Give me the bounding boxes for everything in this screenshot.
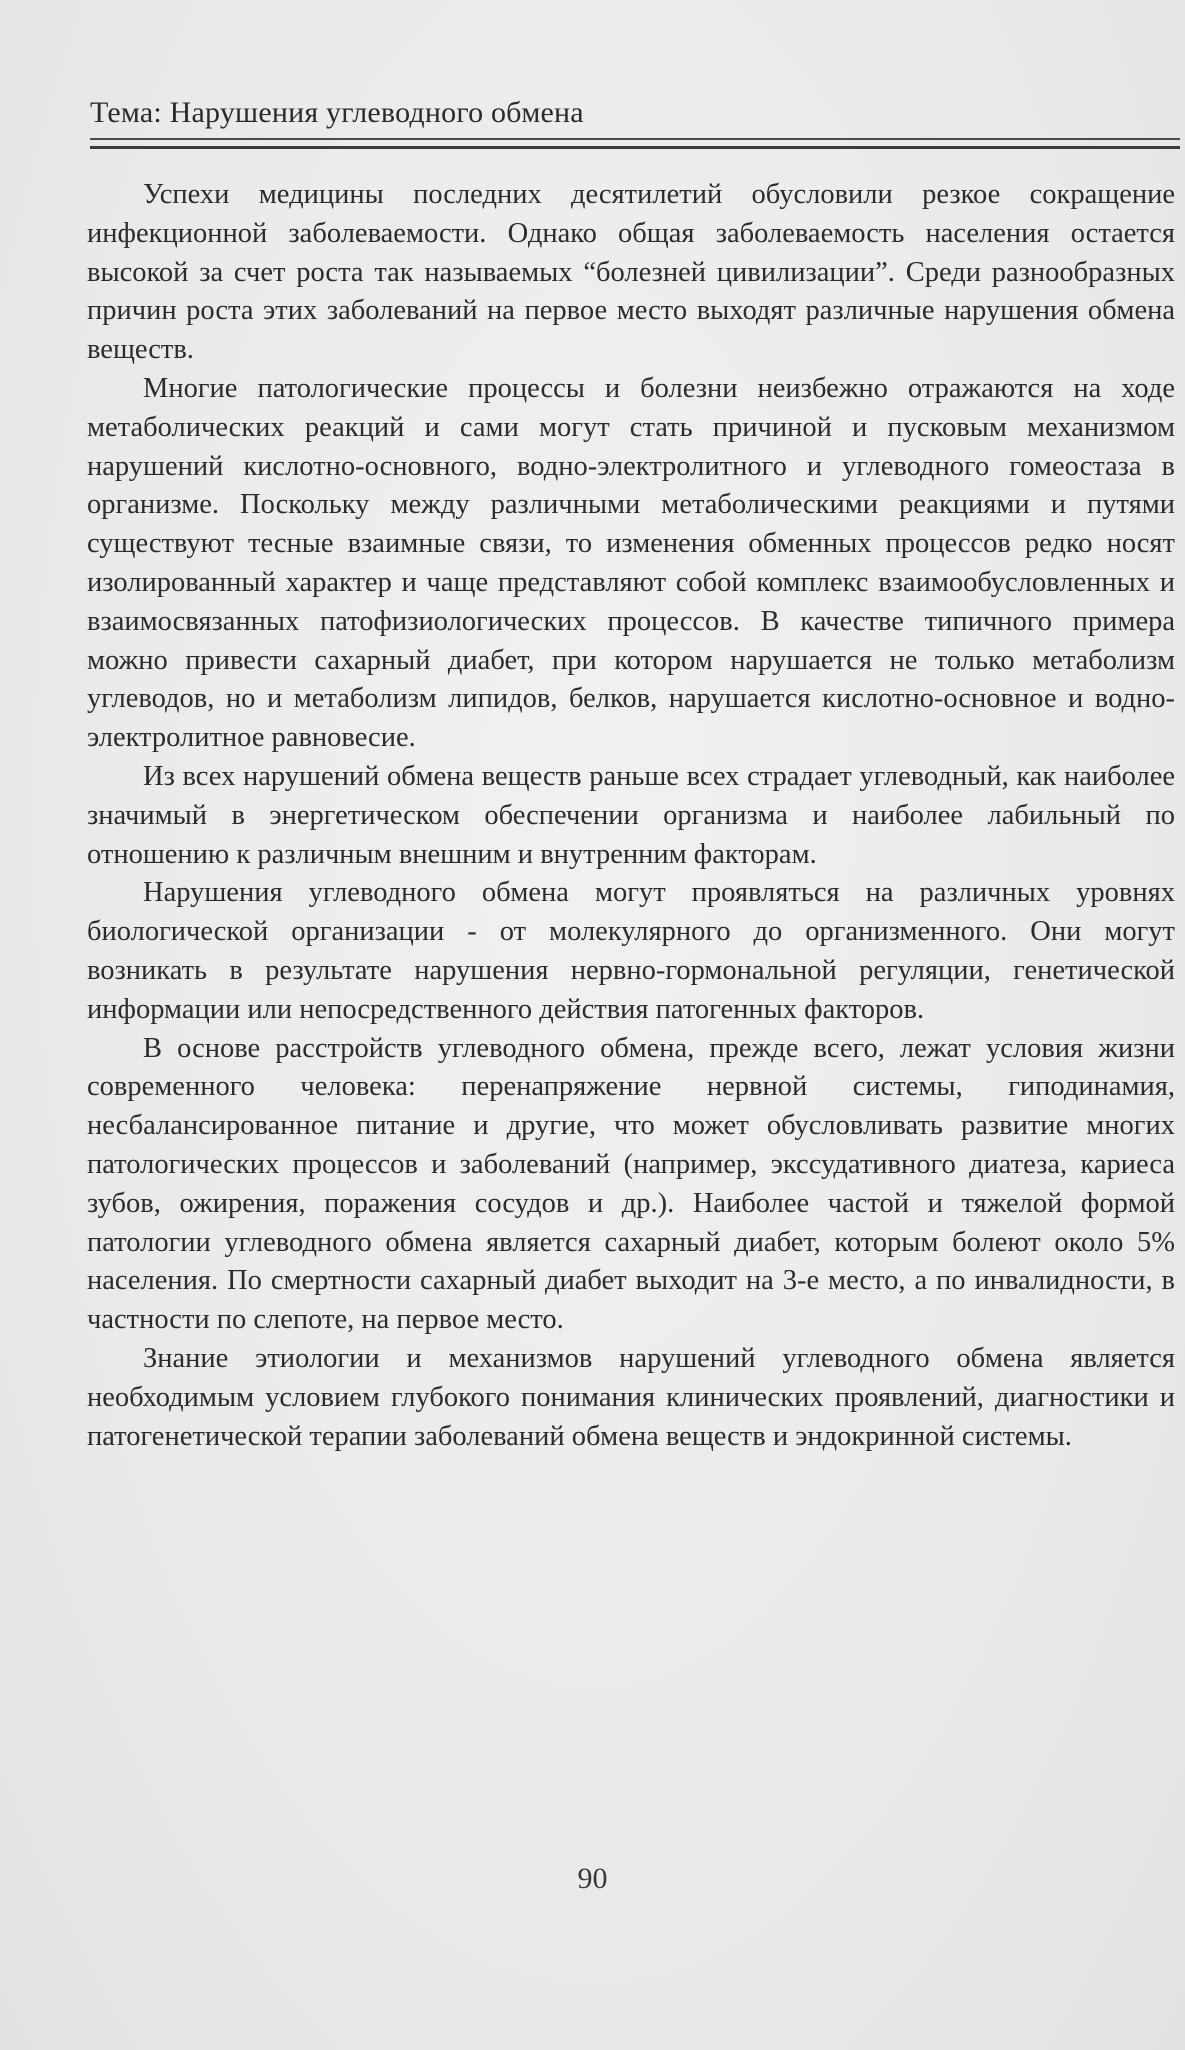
paragraph-6: Знание этиологии и механизмов нарушений углеводного обмена является необходимым условием глубокого понимания клинических проявлений, диагностики и патогенетической терапии заболеваний обмена веществ и эндокринной системы. — [87, 1342, 1175, 1452]
page-number: 90 — [577, 1862, 608, 1895]
paragraph-1: Успехи медицины последних десятилетий обусловили резкое сокращение инфекционной заболеваемости. Однако общая заболеваемость населения остается высокой за счет роста так называемых “болезней цивилизации”. Среди разнообразных причин роста этих заболеваний на первое место выходят различные нарушения обмена веществ. — [87, 179, 1175, 366]
paragraph-3: Из всех нарушений обмена веществ раньше всех страдает углеводный, как наиболее значимый в энергетическом обеспечении организма и наиболее лабильный по отношению к различным внешним и внутренним факторам. — [87, 760, 1175, 870]
page-header — [90, 94, 1180, 132]
paragraph-2: Многие патологические процессы и болезни неизбежно отражаются на ходе метаболических реакций и сами могут стать причиной и пусковым механизмом нарушений кислотно-основного, водно-электролитного и углеводного гомеостаза в организме. Поскольку между различными метаболическими реакциями и путями существуют тесные взаимные связи, то изменения обменных процессов редко носят изолированный характер и чаще представляют собой комплекс взаимообусловленных и взаимосвязанных патофизиологических процессов. В качестве типичного примера можно привести сахарный диабет, при котором нарушается не только метаболизм углеводов, но и метаболизм липидов, белков, нарушается кислотно-основное и водно-электролитное равновесие. — [87, 372, 1175, 754]
main-text — [87, 176, 1175, 1456]
running-head-title: Тема: Нарушения углеводного обмена — [90, 96, 584, 129]
paragraph-5: В основе расстройств углеводного обмена, прежде всего, лежат условия жизни современного человека: перенапряжение нервной системы, гиподинамия, несбалансированное питание и другие, что может обусловливать развитие многих патологических процессов и заболеваний (например, экссудативного диатеза, кариеса зубов, ожирения, поражения сосудов и др.). Наиболее частой и тяжелой формой патологии углеводного обмена является сахарный диабет, которым болеют около 5% населения. По смертности сахарный диабет выходит на 3-е место, а по инвалидности, в частности по слепоте, на первое место. — [87, 1032, 1175, 1336]
paragraph-4: Нарушения углеводного обмена могут проявляться на различных уровнях биологической организации - от молекулярного до организменного. Они могут возникать в результате нарушения нервно-гормональной регуляции, генетической информации или непосредственного действия патогенных факторов. — [87, 877, 1175, 1025]
header-rule-thin — [90, 138, 1180, 140]
header-rule-thick — [90, 146, 1180, 149]
